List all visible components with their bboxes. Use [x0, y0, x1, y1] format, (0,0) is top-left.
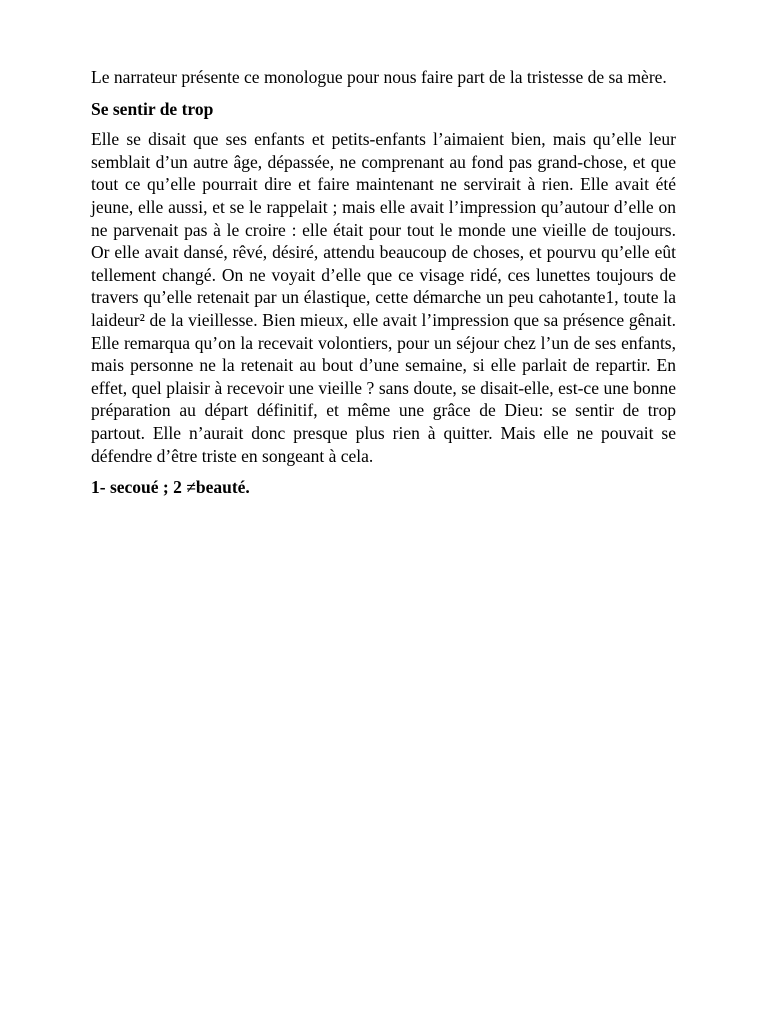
intro-paragraph: Le narrateur présente ce monologue pour nous faire part de la tristesse de sa mère. — [91, 67, 667, 87]
body-paragraph: Elle se disait que ses enfants et petits-enfants l’aimaient bien, mais qu’elle leur semblait d’un autre âge, dépassée, ne comprenant au fond pas grand-chose, et que tout ce qu’elle pourrait dire et faire maintenant ne servirait à rien. Elle avait été jeune, elle aussi, et se le rappelait ; mais elle avait l’impression qu’autour d’elle on ne parvenait pas à le croire : elle était pour tout le monde une vieille de toujours. Or elle avait dansé, rêvé, désiré, attendu beaucoup de choses, et pourvu qu’elle eût tellement changé. On ne voyait d’elle que ce visage ridé, ces lunettes toujours de travers qu’elle retenait par un élastique, cette démarche un peu cahotante1, toute la laideur² de la vieillesse. Bien mieux, elle avait l’impression que sa présence gênait. Elle remarqua qu’on la recevait volontiers, pour un séjour chez l’un de ses enfants, mais personne ne la retenait au bout d’une semaine, si elle parlait de repartir. En effet, quel plaisir à recevoir une vieille ? sans doute, se disait-elle, est-ce une bonne préparation au départ définitif, et même une grâce de Dieu: se sentir de trop partout. Elle n’aurait donc presque plus rien à quitter. Mais elle ne pouvait se défendre d’être triste en songeant à cela. — [91, 129, 676, 466]
footnote: 1- secoué ; 2 ≠beauté. — [91, 477, 250, 498]
document-page — [91, 66, 676, 499]
section-heading: Se sentir de trop — [91, 98, 214, 119]
